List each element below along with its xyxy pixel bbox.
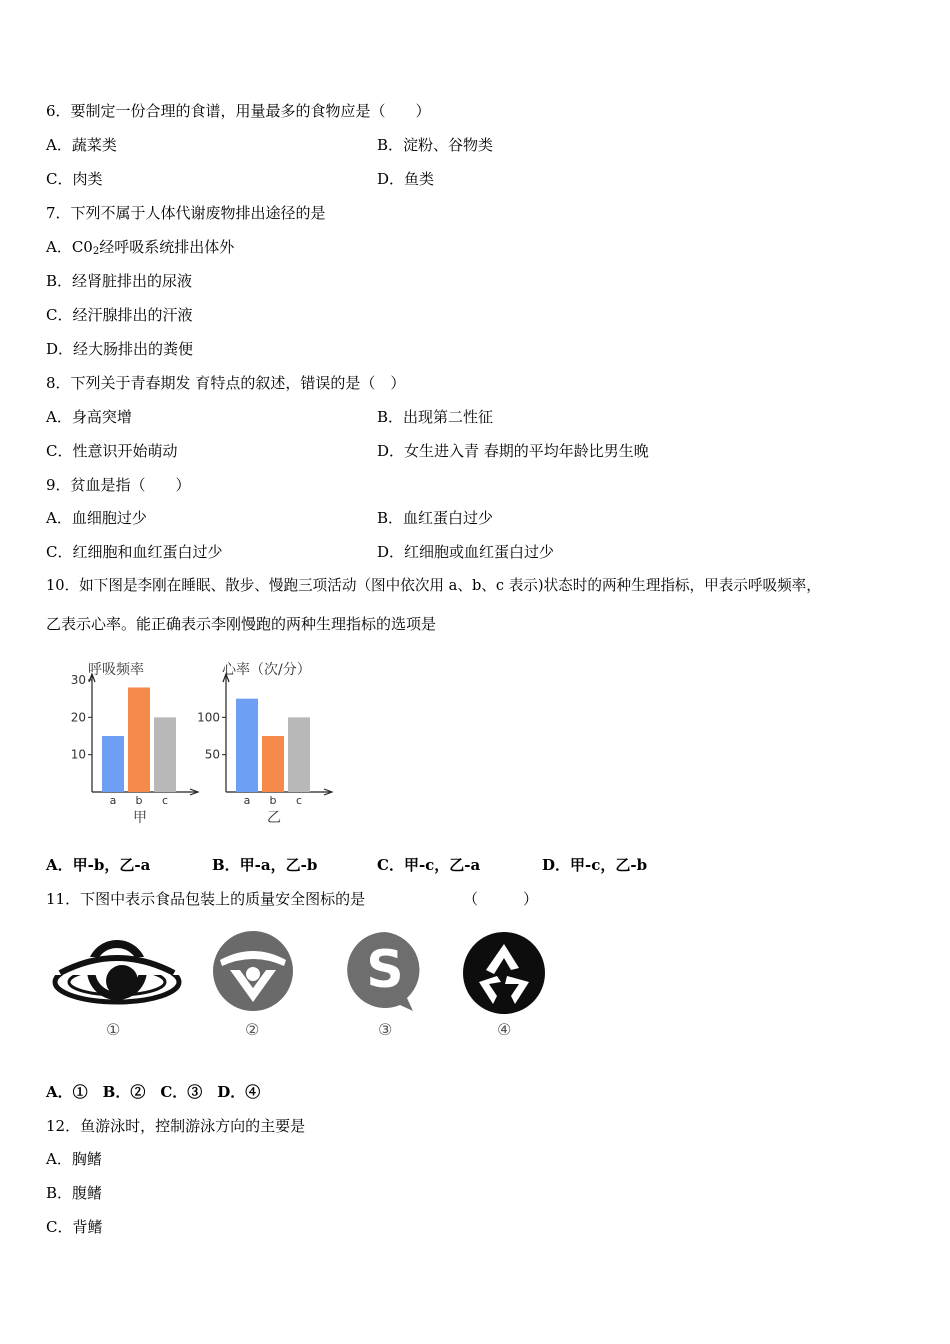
q7-option-c[interactable]: C．经汗腺排出的汗液 <box>46 306 193 324</box>
q8-option-b[interactable]: B．出现第二性征 <box>377 408 494 426</box>
physiology-charts <box>60 652 340 832</box>
qs-safety-mark-icon <box>345 930 425 1012</box>
q12-option-c[interactable]: C．背鳍 <box>46 1218 103 1236</box>
chart-title: 呼吸频率 <box>88 662 144 678</box>
q10-option-d[interactable]: D．甲-c，乙-b <box>542 856 648 874</box>
bar-a <box>102 736 124 792</box>
q10-stem-line1: 10．如下图是李刚在睡眠、散步、慢跑三项活动（图中依次用 a、b、c 表示)状态时的两种生理指标，甲表示呼吸频率， <box>46 577 821 594</box>
bar-a <box>236 699 258 792</box>
chart-title: 心率（次/分） <box>222 662 311 678</box>
q11-stem: 11．下图中表示食品包装上的质量安全图标的是 <box>46 890 366 908</box>
q11-options[interactable]: A．① B．② C．③ D．④ <box>46 1083 261 1101</box>
x-tick-label: b <box>135 794 143 807</box>
q9-option-d[interactable]: D．红细胞或血红蛋白过少 <box>377 543 555 561</box>
q7-option-a-prefix: A．C0 <box>46 238 93 256</box>
recycle-icon <box>461 932 547 1014</box>
icon-label-4: ④ <box>497 1020 512 1039</box>
q8-stem: 8．下列关于青春期发 育特点的叙述，错误的是（ ） <box>46 374 406 392</box>
x-tick-label: a <box>243 794 251 807</box>
q10-stem-line2: 乙表示心率。能正确表示李刚慢跑的两种生理指标的选项是 <box>46 615 437 633</box>
q8-option-d[interactable]: D．女生进入青 春期的平均年龄比男生晚 <box>377 442 649 460</box>
x-tick-label: a <box>109 794 117 807</box>
bar-c <box>288 717 310 792</box>
v-shield-circle-icon <box>212 930 294 1012</box>
q7-option-a-suffix: 经呼吸系统排出体外 <box>99 238 235 256</box>
q6-option-c[interactable]: C．肉类 <box>46 170 103 188</box>
q6-option-b[interactable]: B．淀粉、谷物类 <box>377 136 494 154</box>
y-tick-label: 10 <box>70 747 86 762</box>
q9-option-a[interactable]: A．血细胞过少 <box>46 509 147 527</box>
q10-option-c[interactable]: C．甲-c，乙-a <box>377 856 481 874</box>
y-tick-label: 100 <box>197 710 220 725</box>
q9-option-b[interactable]: B．血红蛋白过少 <box>377 509 494 527</box>
y-tick-label: 20 <box>70 710 86 725</box>
q7-stem: 7．下列不属于人体代谢废物排出途径的是 <box>46 204 326 222</box>
q10-option-b[interactable]: B．甲-a，乙-b <box>212 856 318 874</box>
icon-label-1: ① <box>106 1020 121 1039</box>
q10-option-a[interactable]: A．甲-b，乙-a <box>46 856 151 874</box>
y-tick-label: 50 <box>204 747 220 762</box>
q12-option-a[interactable]: A．胸鳍 <box>46 1150 102 1168</box>
chart-heart-rate <box>197 662 332 826</box>
chart-caption: 乙 <box>267 810 281 826</box>
q8-option-a[interactable]: A．身高突增 <box>46 408 132 426</box>
chart-caption: 甲 <box>133 810 147 826</box>
x-tick-label: c <box>161 794 169 807</box>
q11-answer-paren: （ ） <box>463 890 539 908</box>
x-tick-label: b <box>269 794 277 807</box>
ring-planet-icon <box>50 935 185 1010</box>
q9-option-c[interactable]: C．红细胞和血红蛋白过少 <box>46 543 223 561</box>
chart-breathing-rate <box>71 662 198 826</box>
icon-label-3: ③ <box>378 1020 393 1039</box>
bar-b <box>262 736 284 792</box>
q7-option-a-subscript: 2 <box>92 246 100 257</box>
q12-stem: 12．鱼游泳时，控制游泳方向的主要是 <box>46 1117 306 1135</box>
svg-text:S: S <box>366 940 404 1000</box>
x-tick-label: c <box>295 794 303 807</box>
q7-option-b[interactable]: B．经肾脏排出的尿液 <box>46 272 193 290</box>
y-tick-label: 30 <box>70 673 86 687</box>
bar-c <box>154 717 176 792</box>
bar-b <box>128 687 150 792</box>
icon-label-2: ② <box>245 1020 260 1039</box>
q6-option-a[interactable]: A．蔬菜类 <box>46 136 117 154</box>
q6-option-d[interactable]: D．鱼类 <box>377 170 435 188</box>
q7-option-a[interactable] <box>46 237 234 262</box>
q7-option-d[interactable]: D．经大肠排出的粪便 <box>46 340 194 358</box>
q9-stem: 9．贫血是指（ ） <box>46 476 191 494</box>
q12-option-b[interactable]: B．腹鳍 <box>46 1184 103 1202</box>
q6-stem: 6．要制定一份合理的食谱，用量最多的食物应是（ ） <box>46 102 431 120</box>
q8-option-c[interactable]: C．性意识开始萌动 <box>46 442 178 460</box>
